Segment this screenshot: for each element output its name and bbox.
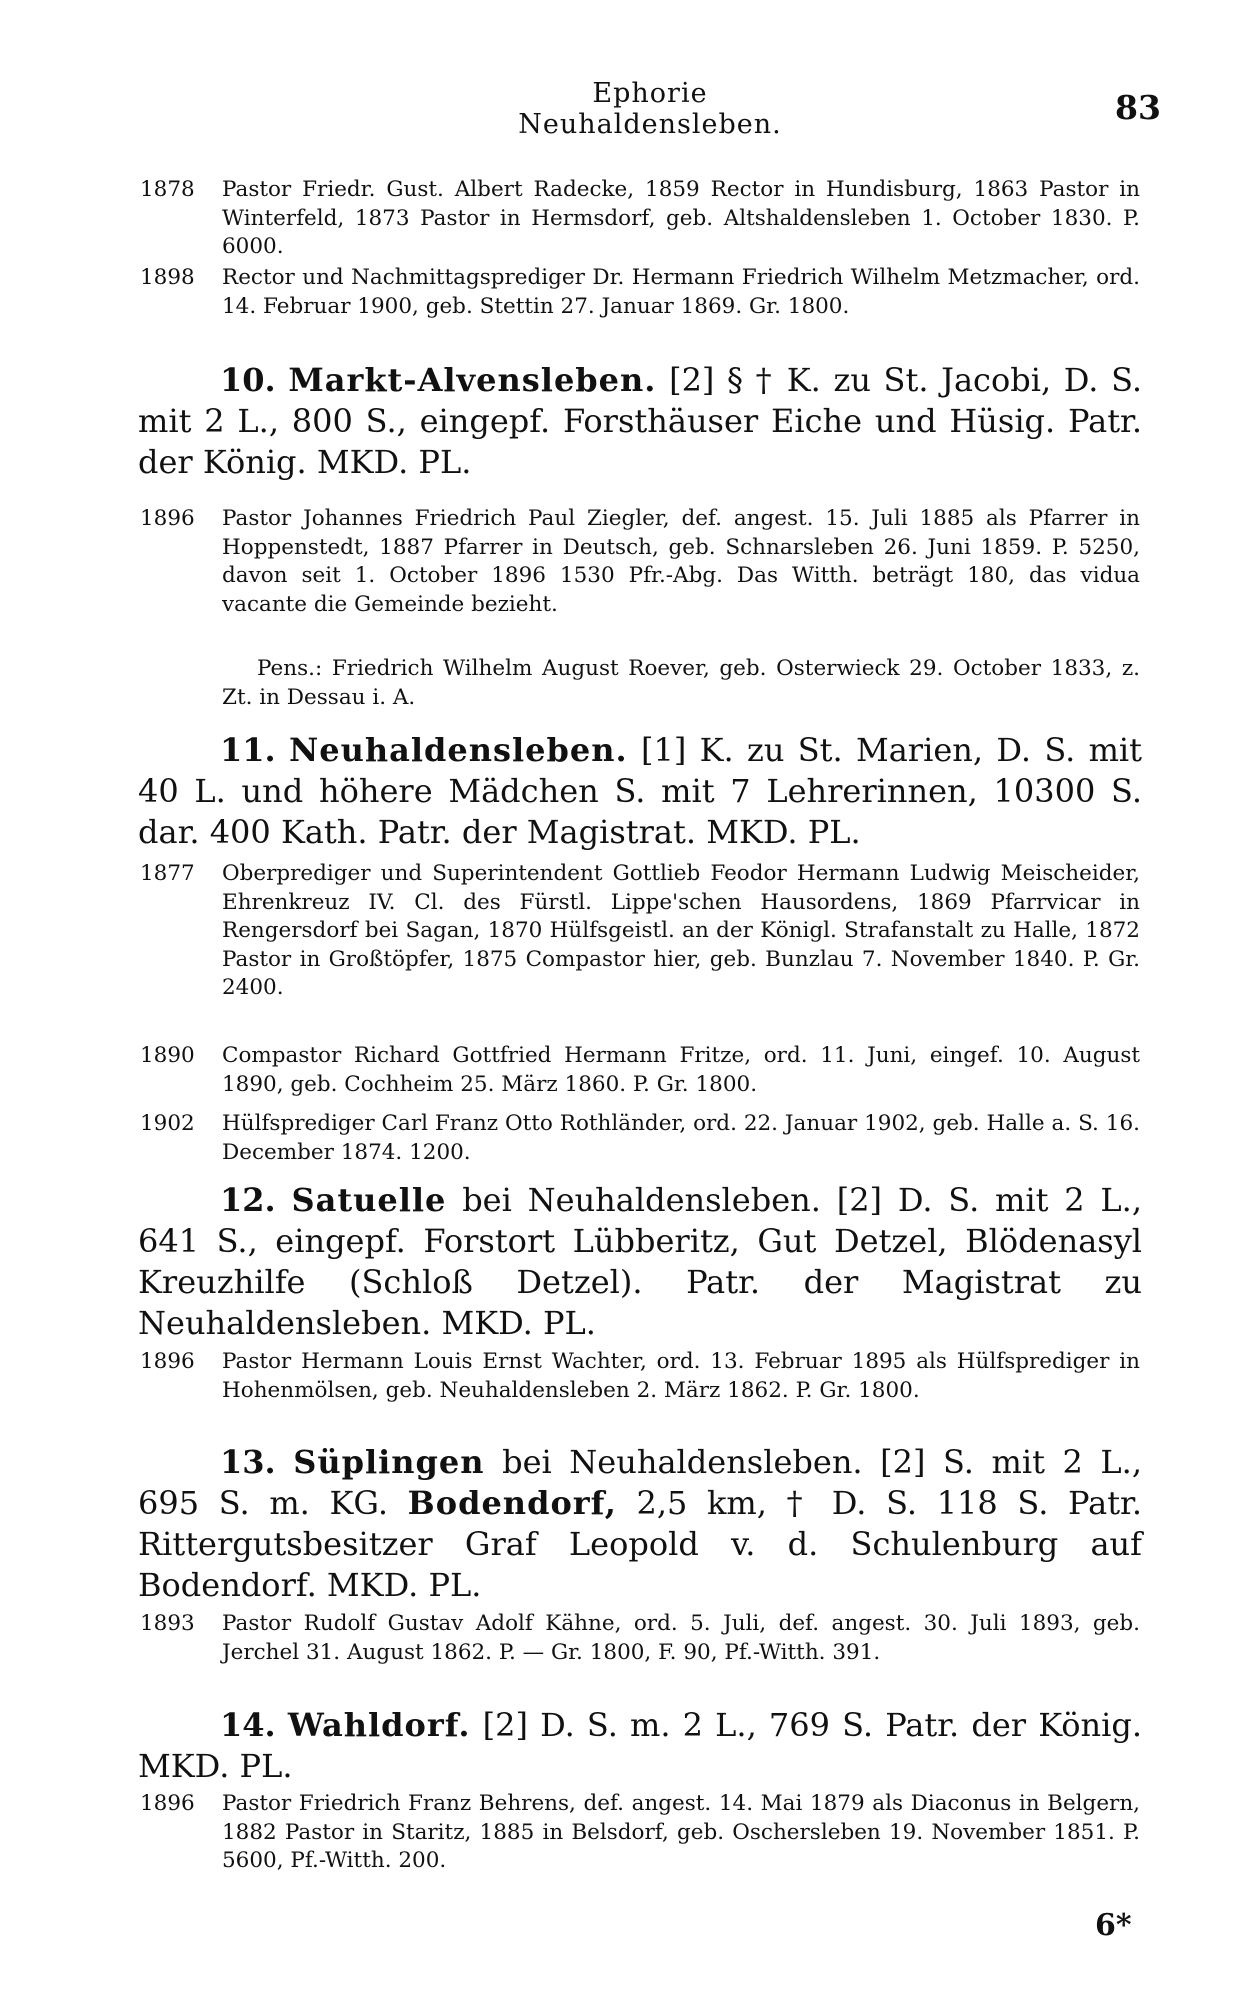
entry-1878 (140, 176, 1140, 262)
section-description: bei Neuhaldensleben. [2] S. mit 2 L., 695 S. m. KG. (138, 1443, 1142, 1522)
place-name: Satuelle (291, 1181, 447, 1219)
entry-text: Hülfsprediger Carl Franz Otto Rothländer, ord. 22. Januar 1902, geb. Halle a. S. 16. December 1874. 1200. (222, 1111, 1140, 1165)
entry-text: Pastor Hermann Louis Ernst Wachter, ord. 13. Februar 1895 als Hülfsprediger in Hohenmölsen, geb. Neuhaldensleben 2. März 1862. P. Gr. 1800. (222, 1349, 1140, 1403)
section-number: 11. (220, 731, 276, 769)
running-head: Ephorie Neuhaldensleben. (518, 78, 782, 140)
entry-year: 1898 (140, 265, 195, 290)
signature-mark: 6* (1095, 1908, 1132, 1943)
section-heading-11 (138, 730, 1142, 853)
entry-1896-wachter (140, 1348, 1140, 1405)
entry-text: Compastor Richard Gottfried Hermann Fritze, ord. 11. Juni, eingef. 10. August 1890, geb. Cochheim 25. März 1860. P. Gr. 1800. (222, 1043, 1140, 1097)
entry-1896-behrens (140, 1790, 1140, 1876)
page-number: 83 (1115, 88, 1161, 127)
section-heading-14 (138, 1705, 1142, 1787)
entry-year: 1902 (140, 1111, 195, 1136)
entry-1893 (140, 1610, 1140, 1667)
entry-1877 (140, 860, 1140, 1003)
pension-text: Pens.: Friedrich Wilhelm August Roever, geb. Osterwieck 29. October 1833, z. Zt. in Dessau i. A. (222, 656, 1140, 710)
entry-1896-ziegler (140, 505, 1140, 619)
section-description: [2] § † K. zu St. Jacobi, D. S. mit 2 L., 800 S., eingepf. Forsthäuser Eiche und Hüsig. Patr. der König. MKD. PL. (138, 361, 1143, 481)
place-name: Markt-Alvensleben. (288, 361, 657, 399)
place-name: Süplingen (293, 1443, 485, 1481)
place-name-secondary: Bodendorf, (407, 1484, 617, 1522)
section-heading-12 (138, 1180, 1142, 1344)
section-heading-13 (138, 1442, 1142, 1606)
entry-1898 (140, 264, 1140, 321)
pension-note (140, 655, 1140, 712)
section-heading-10 (138, 360, 1142, 483)
entry-year: 1878 (140, 177, 195, 202)
section-description: [2] D. S. m. 2 L., 769 S. Patr. der König. MKD. PL. (138, 1706, 1142, 1785)
place-name: Wahldorf. (287, 1706, 471, 1744)
section-description: bei Neuhaldensleben. [2] D. S. mit 2 L., 641 S., eingepf. Forstort Lübberitz, Gut Detzel, Blödenasyl Kreuzhilfe (Schloß Detzel). Patr. der Magistrat zu Neuhaldensleben. MKD. PL. (138, 1181, 1143, 1342)
section-number: 10. (220, 361, 276, 399)
entry-1902 (140, 1110, 1140, 1167)
section-description-secondary: 2,5 km, † D. S. 118 S. Patr. Rittergutsbesitzer Graf Leopold v. d. Schulenburg auf Bodendorf. MKD. PL. (138, 1484, 1143, 1604)
entry-text: Rector und Nachmittagsprediger Dr. Hermann Friedrich Wilhelm Metzmacher, ord. 14. Februar 1900, geb. Stettin 27. Januar 1869. Gr. 1800. (222, 265, 1140, 319)
entry-text: Pastor Rudolf Gustav Adolf Kähne, ord. 5. Juli, def. angest. 30. Juli 1893, geb. Jerchel 31. August 1862. P. — Gr. 1800, F. 90, Pf.-Witth. 391. (222, 1611, 1140, 1665)
entry-text: Pastor Johannes Friedrich Paul Ziegler, def. angest. 15. Juli 1885 als Pfarrer in Hoppenstedt, 1887 Pfarrer in Deutsch, geb. Schnarsleben 26. Juni 1859. P. 5250, davon seit 1. October 1896 1530 Pfr.-Abg. Das Witth. beträgt 180, das vidua vacante die Gemeinde bezieht. (222, 506, 1140, 617)
entry-year: 1890 (140, 1043, 195, 1068)
entry-year: 1896 (140, 1349, 195, 1374)
entry-year: 1893 (140, 1611, 195, 1636)
place-name: Neuhaldensleben. (288, 731, 628, 769)
section-number: 13. (220, 1443, 276, 1481)
section-number: 14. (220, 1706, 276, 1744)
section-description: [1] K. zu St. Marien, D. S. mit 40 L. und höhere Mädchen S. mit 7 Lehrerinnen, 10300 S. dar. 400 Kath. Patr. der Magistrat. MKD. PL. (138, 731, 1143, 851)
entry-1890 (140, 1042, 1140, 1099)
entry-text: Pastor Friedr. Gust. Albert Radecke, 1859 Rector in Hundisburg, 1863 Pastor in Winterfeld, 1873 Pastor in Hermsdorf, geb. Altshaldensleben 1. October 1830. P. 6000. (222, 177, 1140, 259)
entry-text: Pastor Friedrich Franz Behrens, def. angest. 14. Mai 1879 als Diaconus in Belgern, 1882 Pastor in Staritz, 1885 in Belsdorf, geb. Oschersleben 19. November 1851. P. 5600, Pf.-Witth. 200. (222, 1791, 1140, 1873)
entry-year: 1896 (140, 1791, 195, 1816)
section-number: 12. (220, 1181, 276, 1219)
entry-year: 1896 (140, 506, 195, 531)
entry-text: Oberprediger und Superintendent Gottlieb Feodor Hermann Ludwig Meischeider, Ehrenkreuz IV. Cl. des Fürstl. Lippe'schen Hausordens, 1869 Pfarrvicar in Rengersdorf bei Sagan, 1870 Hülfsgeistl. an der Königl. Strafanstalt zu Halle, 1872 Pastor in Großtöpfer, 1875 Compastor hier, geb. Bunzlau 7. November 1840. P. Gr. 2400. (222, 861, 1140, 1000)
entry-year: 1877 (140, 861, 195, 886)
